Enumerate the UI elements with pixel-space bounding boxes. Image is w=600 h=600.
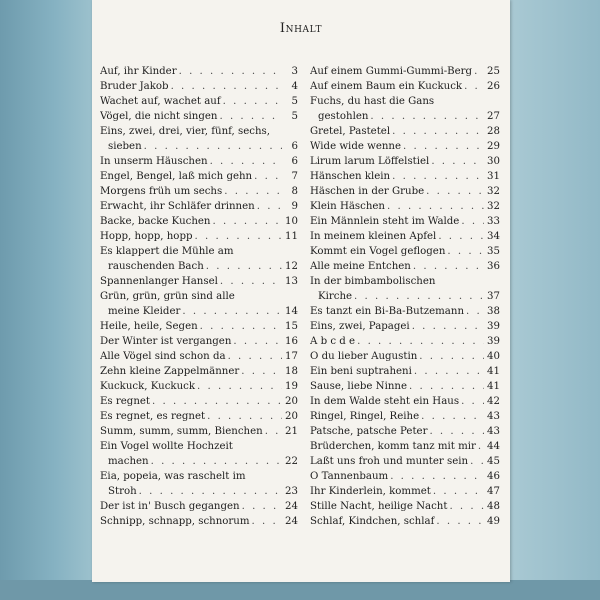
toc-page-number: 15 [285,321,298,332]
toc-entry-continuation: gestohlen [318,111,369,122]
toc-entry-title: Kuckuck, Kuckuck [100,381,196,392]
toc-entry-continuation: Stroh [108,486,137,497]
toc-page-number: 31 [487,171,500,182]
toc-entry-title: Hänschen klein [310,171,391,182]
toc-page-number: 6 [291,141,298,152]
toc-entry-title: Ein beni suptraheni [310,366,412,377]
toc-entry-title: Alle Vögel sind schon da [100,351,226,362]
toc-page-number: 37 [487,291,500,302]
toc-entry [100,94,298,109]
dot-leader [370,109,484,124]
dot-leader [461,214,484,229]
toc-entry-title: Ein Vogel wollte Hochzeit [100,441,233,452]
toc-page-number: 14 [285,306,298,317]
toc-entry [100,169,298,184]
toc-entry-title: Schlaf, Kindchen, schlaf [310,516,435,527]
toc-entry-title: Kommt ein Vogel geflogen [310,246,446,257]
toc-page-number: 25 [487,66,500,77]
toc-page-number: 5 [291,111,298,122]
dot-leader [392,169,484,184]
dot-leader [210,154,282,169]
toc-page-number: 32 [487,201,500,212]
toc-page-number: 36 [487,261,500,272]
toc-page-number: 32 [487,186,500,197]
dot-leader [392,124,484,139]
toc-page-number: 12 [285,261,298,272]
toc-entry [310,229,500,244]
toc-page-number: 4 [291,81,298,92]
toc-entry-title: Es tanzt ein Bi-Ba-Butzemann [310,306,465,317]
toc-entry-title: Ringel, Ringel, Reihe [310,411,420,422]
toc-page-number: 10 [285,216,298,227]
toc-entry-title: Ihr Kinderlein, kommet [310,486,431,497]
dot-leader [357,334,484,349]
dot-leader [403,139,484,154]
dot-leader [224,184,282,199]
toc-entry-title: Lirum larum Löffelstiel [310,156,430,167]
toc-entry [100,409,298,424]
dot-leader [436,514,484,529]
toc-entry [100,64,298,79]
dot-leader [461,394,484,409]
toc-page-number: 41 [487,381,500,392]
dot-leader [152,394,282,409]
toc-entry [100,154,298,169]
toc-entry [310,214,500,229]
toc-entry-title: Eins, zwei, Papagei [310,321,410,332]
dot-leader [265,424,282,439]
toc-entry-title: Grün, grün, grün sind alle [100,291,235,302]
toc-page-number: 18 [285,366,298,377]
dot-leader [429,424,484,439]
toc-entry [310,109,500,124]
toc-page-number: 19 [285,381,298,392]
dot-leader [387,199,484,214]
toc-right-column [310,64,500,529]
dot-leader [144,139,282,154]
toc-entry-title: Klein Häschen [310,201,385,212]
toc-page-number: 39 [487,336,500,347]
dot-leader [390,469,484,484]
dot-leader [197,379,282,394]
toc-page-number: 27 [487,111,500,122]
toc-page-number: 6 [291,156,298,167]
toc-entry [310,319,500,334]
toc-entry [310,259,500,274]
dot-leader [464,79,484,94]
toc-entry-title: Fuchs, du hast die Gans [310,96,435,107]
toc-page-number: 49 [487,516,500,527]
dot-leader [426,184,484,199]
dot-leader [242,499,282,514]
toc-entry [100,454,298,469]
toc-entry-title: Vögel, die nicht singen [100,111,218,122]
toc-entry [100,499,298,514]
toc-page-number: 20 [285,411,298,422]
toc-entry-continuation: sieben [108,141,142,152]
toc-page-number: 23 [285,486,298,497]
dot-leader [257,199,282,214]
dot-leader [241,364,282,379]
toc-entry [100,394,298,409]
toc-page-number: 8 [291,186,298,197]
dot-leader [409,379,484,394]
toc-page-number: 35 [487,246,500,257]
dot-leader [474,64,484,79]
toc-entry [310,289,500,304]
toc-entry-title: Auf, ihr Kinder [100,66,177,77]
toc-entry [310,154,500,169]
toc-page-number: 5 [291,96,298,107]
toc-entry-title: Wide wide wenne [310,141,402,152]
toc-page-number: 17 [285,351,298,362]
toc-entry [100,214,298,229]
toc-entry-title: Morgens früh um sechs [100,186,223,197]
dot-leader [219,109,282,124]
dot-leader [254,169,282,184]
toc-page-number: 24 [285,516,298,527]
toc-entry [100,379,298,394]
toc-left-column [100,64,298,529]
toc-entry [310,334,500,349]
dot-leader [139,484,282,499]
toc-entry-title: Hopp, hopp, hopp [100,231,193,242]
dot-leader [412,319,484,334]
background-right [510,0,600,600]
toc-page-number: 7 [291,171,298,182]
toc-entry [310,184,500,199]
toc-entry-title: Erwacht, ihr Schläfer drinnen [100,201,255,212]
toc-entry [310,79,500,94]
dot-leader [171,79,282,94]
toc-entry-title: Eins, zwei, drei, vier, fünf, sechs, [100,126,271,137]
toc-entry-title: Zehn kleine Zappelmänner [100,366,240,377]
toc-entry-title: O Tannenbaum [310,471,389,482]
dot-leader [213,214,283,229]
toc-entry [310,304,500,319]
dot-leader [433,484,484,499]
background-left [0,0,92,600]
toc-page-number: 22 [285,456,298,467]
toc-page-number: 26 [487,81,500,92]
toc-entry [310,499,500,514]
toc-entry-title: Alle meine Entchen [310,261,411,272]
toc-entry [310,64,500,79]
toc-entry [100,319,298,334]
toc-entry-title: Spannenlanger Hansel [100,276,218,287]
toc-entry-continuation: machen [108,456,149,467]
toc-entry-title: In dem Walde steht ein Haus [310,396,460,407]
dot-leader [223,94,282,109]
toc-entry-title: Es klappert die Mühle am [100,246,234,257]
dot-leader [431,154,484,169]
toc-page-number: 46 [487,471,500,482]
dot-leader [447,244,484,259]
toc-page-number: 40 [487,351,500,362]
toc-entry-title: Es regnet, es regnet [100,411,206,422]
toc-entry [310,409,500,424]
toc-page-number: 16 [285,336,298,347]
dot-leader [206,259,282,274]
toc-page-number: 43 [487,426,500,437]
toc-entry-title: Schnipp, schnapp, schnorum [100,516,250,527]
dot-leader [182,304,282,319]
toc-page-number: 13 [285,276,298,287]
toc-entry-title: In unserm Häuschen [100,156,208,167]
toc-entry [310,139,500,154]
toc-entry-title: In der bimbambolischen [310,276,436,287]
toc-entry-title: Brüderchen, komm tanz mit mir [310,441,476,452]
toc-page-number: 39 [487,321,500,332]
dot-leader [413,259,484,274]
toc-page-number: 20 [285,396,298,407]
toc-entry [100,184,298,199]
toc-page-number: 11 [285,231,298,242]
page-title: Inhalt [279,21,323,36]
toc-entry [310,469,500,484]
toc-entry-title: Der ist in' Busch gegangen [100,501,240,512]
toc-page-number: 43 [487,411,500,422]
toc-page-number: 34 [487,231,500,242]
toc-entry [310,514,500,529]
toc-entry [310,424,500,439]
toc-entry-title: Auf einem Baum ein Kuckuck [310,81,463,92]
toc-page-number: 30 [487,156,500,167]
toc-entry [310,364,500,379]
toc-entry-title: Häschen in der Grube [310,186,425,197]
toc-entry-title: Laßt uns froh und munter sein [310,456,469,467]
toc-page-number: 29 [487,141,500,152]
toc-page-number: 47 [487,486,500,497]
toc-page-number: 48 [487,501,500,512]
toc-entry-continuation: meine Kleider [108,306,181,317]
toc-entry-title: Auf einem Gummi-Gummi-Berg [310,66,473,77]
dot-leader [252,514,282,529]
dot-leader [470,454,484,469]
toc-entry [100,349,298,364]
toc-entry-title: O du lieber Augustin [310,351,418,362]
toc-entry-title: Eia, popeia, was raschelt im [100,471,246,482]
toc-entry-title: Sause, liebe Ninne [310,381,408,392]
toc-entry [310,124,500,139]
dot-leader [449,499,484,514]
dot-leader [179,64,282,79]
book-page [92,0,510,582]
toc-entry [100,334,298,349]
toc-page-number: 45 [487,456,500,467]
toc-entry-title: Summ, summ, summ, Bienchen [100,426,263,437]
toc-entry [100,424,298,439]
toc-page-number: 24 [285,501,298,512]
toc-entry-title: Stille Nacht, heilige Nacht [310,501,448,512]
toc-entry [100,304,298,319]
toc-entry [310,454,500,469]
dot-leader [421,409,484,424]
toc-entry-title: Backe, backe Kuchen [100,216,211,227]
toc-entry [100,229,298,244]
toc-page-number: 9 [291,201,298,212]
toc-entry [310,169,500,184]
toc-entry-title: A b c d e [310,336,356,347]
dot-leader [220,274,282,289]
toc-page-number: 28 [487,126,500,137]
toc-entry-title: Es regnet [100,396,151,407]
toc-entry-continuation: Kirche [318,291,353,302]
background-bottom [0,580,600,600]
toc-entry [100,259,298,274]
toc-entry [100,139,298,154]
toc-page-number: 33 [487,216,500,227]
toc-entry [100,109,298,124]
toc-page-number: 38 [487,306,500,317]
toc-entry [100,79,298,94]
dot-leader [438,229,484,244]
toc-page-number: 42 [487,396,500,407]
dot-leader [228,349,282,364]
toc-entry-title: Patsche, patsche Peter [310,426,428,437]
toc-page-number: 44 [487,441,500,452]
toc-entry [310,394,500,409]
toc-entry-title: Bruder Jakob [100,81,169,92]
toc-entry-title: Engel, Bengel, laß mich gehn [100,171,253,182]
toc-page-number: 3 [291,66,298,77]
toc-entry-title: Ein Männlein steht im Walde [310,216,460,227]
toc-entry [310,349,500,364]
dot-leader [414,364,484,379]
dot-leader [233,334,282,349]
toc-entry [310,199,500,214]
toc-entry [100,199,298,214]
toc-entry [100,484,298,499]
toc-entry-title: Der Winter ist vergangen [100,336,232,347]
dot-leader [207,409,282,424]
dot-leader [195,229,283,244]
toc-entry [310,484,500,499]
toc-entry [100,364,298,379]
dot-leader [466,304,484,319]
toc-entry [310,244,500,259]
toc-entry [100,274,298,289]
toc-entry-title: Wachet auf, wachet auf [100,96,221,107]
dot-leader [151,454,282,469]
toc-entry-continuation: rauschenden Bach [108,261,204,272]
toc-entry-title: Heile, heile, Segen [100,321,198,332]
toc-page-number: 21 [285,426,298,437]
toc-entry [100,514,298,529]
dot-leader [200,319,282,334]
toc-entry [310,439,500,454]
toc-entry-title: Gretel, Pastetel [310,126,391,137]
toc-entry [310,379,500,394]
toc-entry-title: In meinem kleinen Apfel [310,231,437,242]
toc-page-number: 41 [487,366,500,377]
dot-leader [419,349,484,364]
dot-leader [354,289,484,304]
